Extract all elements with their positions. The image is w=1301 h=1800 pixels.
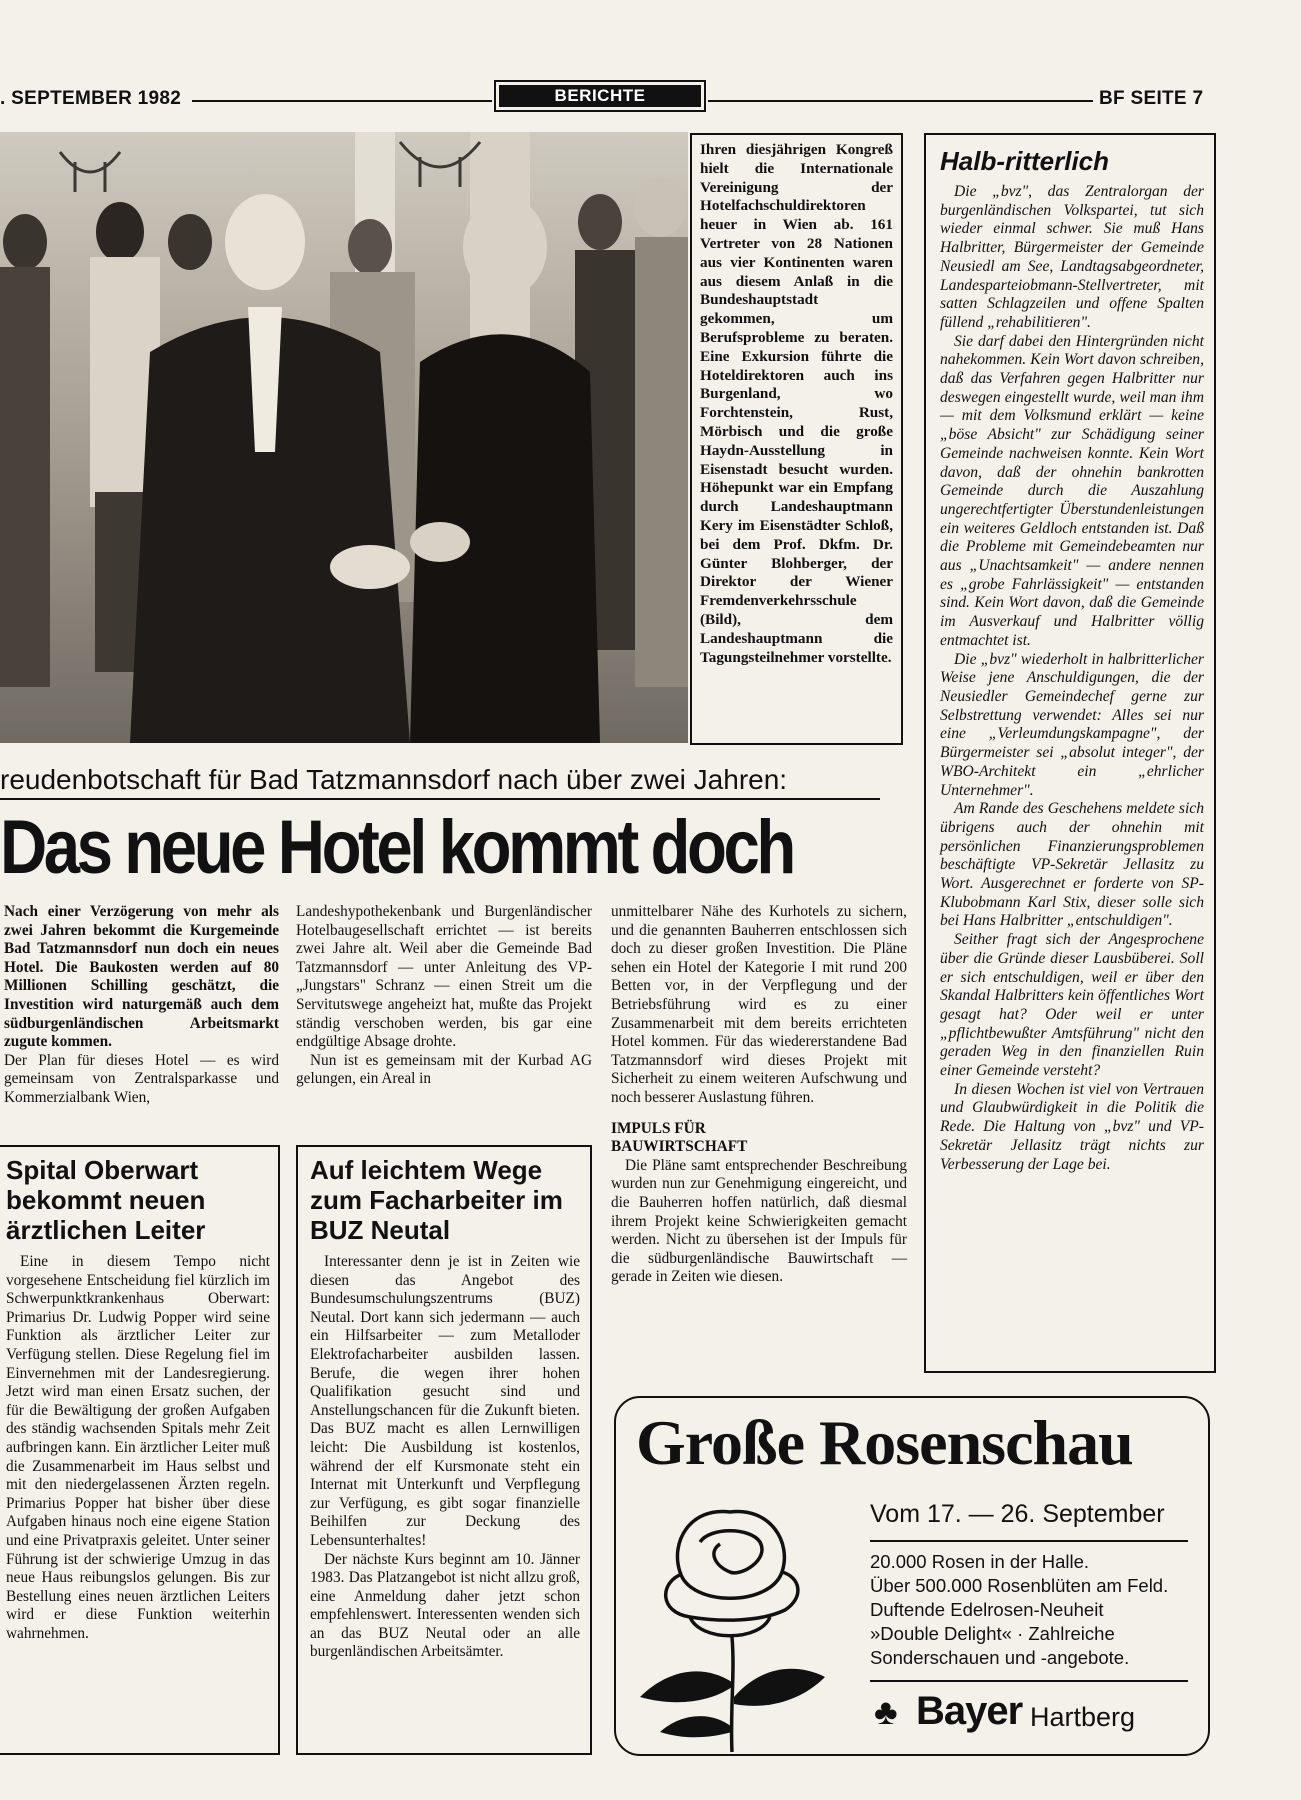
article-headline: Das neue Hotel kommt doch — [0, 805, 793, 890]
commentary-paragraph: Die „bvz" wiederholt in halbritterlicher Weise jene Anschuldigungen, die der Neusiedler Gemeindechef gerne zur Selbstrettung verwendet: Alles sei nur eine „Verleumdungskampagne", der Bürgermeister sei „absolut integer", der WBO-Architekt ein „ehrlicher Unternehmer". — [940, 650, 1204, 799]
issue-date: . SEPTEMBER 1982 — [0, 88, 182, 109]
ad-line: 20.000 Rosen in der Halle. — [870, 1551, 1090, 1572]
spital-title: Spital Oberwart bekommt neuen ärztlichen Leiter — [6, 1155, 206, 1245]
ad-rule-bottom — [870, 1680, 1188, 1682]
commentary-title: Halb-ritterlich — [940, 146, 1110, 176]
rose-illustration — [620, 1482, 850, 1754]
section-label-text: BERICHTE — [499, 85, 701, 107]
commentary-paragraph: Am Rande des Geschehens meldete sich übrigens auch der ohnehin mit persönlichen Finanzierungsproblemen beschäftigte VP-Sekretär Jellasitz zu Wort. Ausgerechnet er forderte von SP-Klubobmann Karl Stix, dieser solle sich bei Hans Halbritter „entschuldigen". — [940, 800, 1204, 930]
article-column-3 — [611, 903, 907, 1287]
ad-line: Über 500.000 Rosenblüten am Feld. — [870, 1575, 1169, 1596]
ad-line: »Double Delight« · Zahlreiche — [870, 1623, 1115, 1644]
article-column-1 — [4, 903, 279, 1108]
rosenschau-ad — [614, 1396, 1210, 1756]
buz-title: Auf leichtem Wege zum Facharbeiter im BUZ Neutal — [310, 1155, 563, 1245]
buz-body — [310, 1253, 580, 1662]
article-intro: Nach einer Verzögerung von mehr als zwei Jahren bekommt die Kurgemeinde Bad Tatzmannsdorf nun doch ein neues Hotel. Die Baukosten werden auf 80 Millionen Schilling geschätzt, die Investition wird naturgemäß auch dem südburgenländischen Arbeitsmarkt zugute kommen. — [4, 903, 279, 1051]
ad-brand: Bayer — [916, 1689, 1023, 1733]
article-paragraph: unmittelbarer Nähe des Kurhotels zu sichern, und die genannten Bauherren entschlossen sich doch zu dieser großen Investition. Die Pläne sehen ein Hotel der Kategorie I mit rund 200 Betten vor, in der Verpflegung und der Betriebsführung wird es zu einer Zusammenarbeit mit dem bereits errichteten Hotel kommen. Für das wiedererstandene Bad Tatzmannsdorf wird dieses Projekt mit Sicherheit zu einem weiteren Aufschwung und noch besserer Auslastung führen. — [611, 903, 907, 1106]
photo-caption: Ihren diesjährigen Kongreß hielt die Internationale Vereinigung der Hotelfachschuldirektoren heuer in Wien ab. 161 Vertreter von 28 Nationen aus vier Kontinenten waren aus diesem Anlaß in die Bundeshauptstadt gekommen, um Berufsprobleme zu beraten. Eine Exkursion führte die Hoteldirektoren auch ins Burgenland, wo Forchtenstein, Rust, Mörbisch und die große Haydn-Ausstellung in Eisenstadt besucht wurden. Höhepunkt war ein Empfang durch Landeshauptmann Kery im Eisenstädter Schloß, bei dem Prof. Dkfm. Dr. Günter Blohberger, der Direktor der Wiener Fremdenverkehrsschule (Bild), dem Landeshauptmann die Tagungsteilnehmer vorstellte. — [700, 141, 893, 666]
ad-city: Hartberg — [1030, 1702, 1136, 1732]
clover-icon: ♣ — [874, 1692, 898, 1732]
article-paragraph: Landeshypothekenbank und Burgenländischer Hotelbaugesellschaft errichtet — ist bereits zwei Jahre alt. Weil aber die Gemeinde Bad Tatzmannsdorf — unter Anleitung des VP-„Jungstars" Schranz — einen Streit um die Servitutswege angeheizt hat, mußte das Projekt ständig verschoben werden, bis gar eine endgültige Absage drohte. — [296, 903, 592, 1051]
buz-box — [296, 1145, 592, 1755]
section-label — [494, 80, 706, 112]
commentary-paragraph: In diesen Wochen ist viel von Vertrauen und Glaubwürdigkeit in die Politik die Rede. Die Haltung von „bvz" und VP-Sekretär Jellasitz trägt nichts zur Verbesserung der Lage bei. — [940, 1080, 1204, 1173]
commentary-box — [924, 133, 1216, 1373]
commentary-body — [940, 183, 1204, 1174]
article-subhead: IMPULS FÜR BAUWIRTSCHAFT — [611, 1119, 748, 1156]
commentary-paragraph: Seither fragt sich der Angesprochene über die Gründe dieser Lausbüberei. Soll er sich entschuldigen, weil er über den Skandal Halbritters kein öffentliches Wort gesagt hat? Oder weil er unter „pflichtbewußter Amtsführung" nicht den geraden Weg in den finanziellen Ruin einer Gemeinde versteht? — [940, 931, 1204, 1080]
article-column-2 — [296, 903, 592, 1089]
spital-text: Eine in diesem Tempo nicht vorgesehene Entscheidung fiel kürzlich im Schwerpunktkrankenhaus Oberwart: Primarius Dr. Ludwig Popper wird seine Funktion als ärztlicher Leiter zur Verfügung stellen. Diese Regelung fiel im Einvernehmen mit der Landesregierung. Jetzt wird man einen Ersatz suchen, der für die Bewältigung der großen Aufgaben des ständig wachsenden Spitals mehr Zeit aufbringen kann. Ein ärztlicher Leiter muß die Zusammenarbeit im Haus selbst und mit den niedergelassenen Ärzten regeln. Primarius Popper hat bisher über diese Aufgaben hinaus noch eine eigene Station und eine Privatpraxis geleitet. Unter seiner Führung ist der schwierige Umzug in das neue Haus reibungslos gelungen. Bis zur Bestellung eines neuen ärztlichen Leiters wird er diese Funktion weiterhin wahrnehmen. — [6, 1253, 270, 1642]
news-photo — [0, 132, 688, 743]
ad-dates: Vom 17. — 26. September — [870, 1500, 1165, 1528]
header-rule-left — [192, 100, 492, 102]
ad-line: Duftende Edelrosen-Neuheit — [870, 1599, 1104, 1620]
article-paragraph: Der Plan für dieses Hotel — es wird gemeinsam von Zentralsparkasse und Kommerzialbank Wien, — [4, 1051, 279, 1106]
ad-rule — [870, 1540, 1188, 1542]
page-number: BF SEITE 7 — [1099, 88, 1204, 109]
article-kicker: reudenbotschaft für Bad Tatzmannsdorf nach über zwei Jahren: — [0, 764, 788, 795]
buz-paragraph: Der nächste Kurs beginnt am 10. Jänner 1983. Das Platzangebot ist nicht allzu groß, eine Anmeldung daher jetzt schon empfehlenswert. Interessenten wenden sich an das BUZ Neutal oder an alle burgenländischen Arbeitsämter. — [310, 1550, 580, 1661]
commentary-paragraph: Die „bvz", das Zentralorgan der burgenländischen Volkspartei, tut sich wieder einmal schwer. Sie muß Hans Halbritter, Bürgermeister der Gemeinde Neusiedl am See, Landtagsabgeordneter, Landesparteiobmann-Stellvertreter, mit satten Schlagzeilen und offene Spalten füllend „rehabilitieren". — [940, 183, 1204, 331]
ad-details — [870, 1550, 1168, 1670]
spital-box — [0, 1145, 280, 1755]
article-paragraph: Nun ist es gemeinsam mit der Kurbad AG gelungen, ein Areal in — [296, 1051, 592, 1088]
commentary-paragraph: Sie darf dabei den Hintergründen nicht nahekommen. Kein Wort davon schreiben, daß das Verfahren gegen Halbritter nur deswegen eingestellt wurde, weil man ihm — mit dem Volksmund erklärt — keine „böse Absicht" zur Schädigung seiner Gemeinde nachweisen konnte. Kein Wort davon, daß der ohnehin bankrotten Gemeinde durch die Auszahlung ungerechtfertigter Überstundenleistungen ein weiteres Geldloch entstanden ist. Daß die Probleme mit Gemeindebeamten nur aus „Unachtsamkeit" — andere nennen es „grobe Fahrlässigkeit" — entstanden sind. Kein Wort davon, daß die Gemeinde im Ausverkauf und Halbritter völlig entmachtet ist. — [940, 332, 1204, 649]
buz-paragraph: Interessanter denn je ist in Zeiten wie diesen das Angebot des Bundesumschulungszentrums (BUZ) Neutal. Dort kann sich jedermann — auch ein Hilfsarbeiter — zum Metalloder Elektrofacharbeiter ausbilden lassen. Berufe, die wegen ihrer hohen Qualifikation gesucht sind und Anstellungschancen für die Zukunft bieten. Das BUZ macht es allen Lernwilligen leicht: Die Ausbildung ist kostenlos, während der elf Kursmonate steht ein Internat mit Unterkunft und Verpflegung zur Verfügung, es gibt sogar finanzielle Beihilfen zur Deckung des Lebensunterhaltes! — [310, 1253, 580, 1549]
photo-caption-box — [690, 133, 903, 745]
header-rule-right — [708, 100, 1093, 102]
ad-line: Sonderschauen und -angebote. — [870, 1647, 1130, 1668]
ad-title: Große Rosenschau — [636, 1407, 1133, 1478]
article-paragraph: Die Pläne samt entsprechender Beschreibung wurden nun zur Genehmigung eingereicht, und die Bauherren hoffen natürlich, daß diesmal ihrem Projekt keine Schwierigkeiten gemacht werden. Nicht zu übersehen ist der Impuls für die südburgenländische Bauwirtschaft — gerade in Zeiten wie diesen. — [611, 1156, 907, 1286]
photo-illustration — [0, 132, 688, 743]
